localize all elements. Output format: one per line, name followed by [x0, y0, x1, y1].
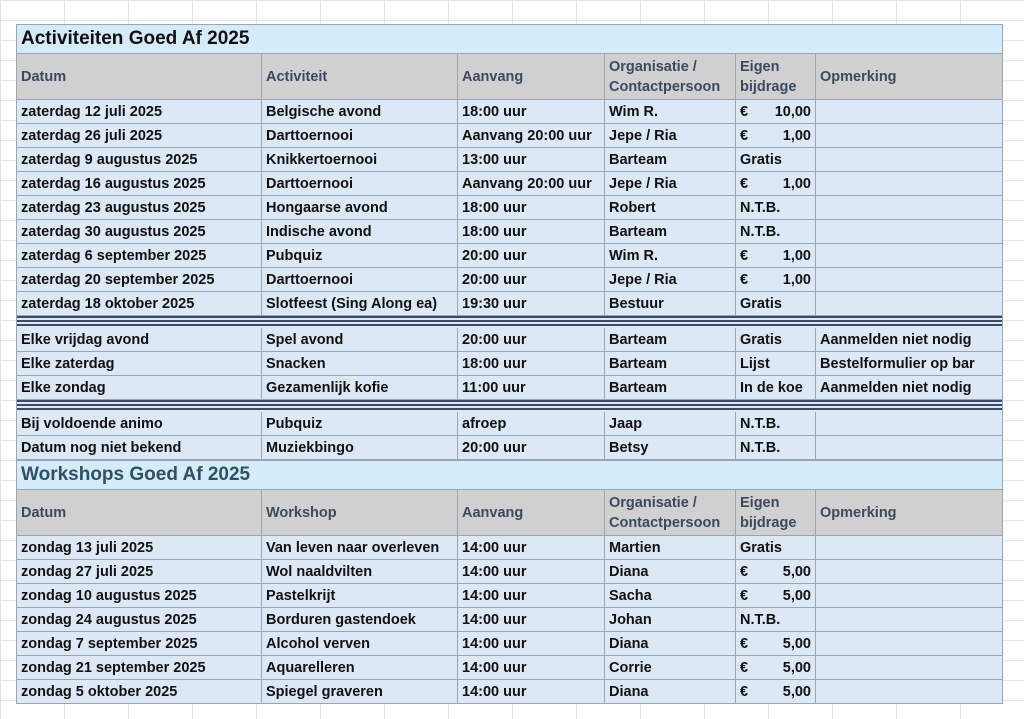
activities-rows [16, 100, 1003, 316]
cell-organisatie[interactable]: Robert [605, 196, 736, 219]
currency-symbol: € [740, 103, 749, 120]
cell-aanvang[interactable]: afroep [458, 412, 605, 435]
cell-aanvang[interactable]: 14:00 uur [458, 680, 605, 703]
cell-organisatie[interactable]: Barteam [605, 148, 736, 171]
cell-opmerking[interactable] [816, 680, 1003, 703]
cell-bijdrage[interactable]: Lijst [736, 352, 816, 375]
cell-bijdrage[interactable]: Gratis [736, 148, 816, 171]
amount-value: 5,00 [782, 659, 811, 676]
table-row [16, 536, 1003, 560]
cell-activity[interactable]: Gezamenlijk kofie [262, 376, 458, 399]
cell-aanvang[interactable]: 18:00 uur [458, 352, 605, 375]
cell-organisatie[interactable]: Diana [605, 680, 736, 703]
cell-datum[interactable]: zondag 27 juli 2025 [16, 560, 262, 583]
header-aanvang[interactable]: Aanvang [458, 54, 605, 99]
cell-datum[interactable]: zondag 21 september 2025 [16, 656, 262, 679]
cell-opmerking[interactable] [816, 124, 1003, 147]
cell-bijdrage[interactable]: N.T.B. [736, 608, 816, 631]
cell-datum[interactable]: zondag 24 augustus 2025 [16, 608, 262, 631]
cell-activity[interactable]: Slotfeest (Sing Along ea) [262, 292, 458, 315]
cell-activity[interactable]: Spel avond [262, 328, 458, 351]
currency-symbol: € [740, 127, 749, 144]
cell-bijdrage[interactable] [736, 124, 816, 147]
currency-symbol: € [740, 683, 749, 700]
cell-bijdrage[interactable] [736, 172, 816, 195]
cell-opmerking[interactable] [816, 536, 1003, 559]
cell-datum[interactable]: Elke zaterdag [16, 352, 262, 375]
cell-opmerking[interactable] [816, 292, 1003, 315]
activities-header-row [16, 54, 1003, 100]
cell-activity[interactable]: Pubquiz [262, 244, 458, 267]
cell-datum[interactable]: zaterdag 16 augustus 2025 [16, 172, 262, 195]
amount-value: 1,00 [782, 247, 811, 264]
cell-aanvang[interactable]: 18:00 uur [458, 196, 605, 219]
cell-organisatie[interactable]: Barteam [605, 352, 736, 375]
cell-opmerking[interactable] [816, 172, 1003, 195]
amount-value: 5,00 [782, 563, 811, 580]
cell-aanvang[interactable]: 20:00 uur [458, 244, 605, 267]
header-organisatie-line1: Organisatie / [609, 58, 697, 75]
cell-bijdrage[interactable] [736, 584, 816, 607]
cell-datum[interactable]: Datum nog niet bekend [16, 436, 262, 459]
cell-bijdrage[interactable]: Gratis [736, 328, 816, 351]
cell-organisatie[interactable]: Wim R. [605, 100, 736, 123]
cell-opmerking[interactable] [816, 100, 1003, 123]
currency-symbol: € [740, 659, 749, 676]
cell-organisatie[interactable]: Betsy [605, 436, 736, 459]
header-opmerking[interactable]: Opmerking [816, 490, 1003, 535]
cell-activity[interactable]: Aquarelleren [262, 656, 458, 679]
amount-value: 10,00 [774, 103, 811, 120]
cell-opmerking[interactable] [816, 220, 1003, 243]
header-datum[interactable]: Datum [16, 54, 262, 99]
header-datum[interactable]: Datum [16, 490, 262, 535]
header-workshop[interactable]: Workshop [262, 490, 458, 535]
header-eigen-line1: Eigen [740, 494, 780, 511]
currency-symbol: € [740, 635, 749, 652]
cell-organisatie[interactable]: Corrie [605, 656, 736, 679]
cell-bijdrage[interactable]: N.T.B. [736, 196, 816, 219]
cell-datum[interactable]: zaterdag 6 september 2025 [16, 244, 262, 267]
cell-organisatie[interactable]: Barteam [605, 328, 736, 351]
cell-bijdrage[interactable] [736, 244, 816, 267]
cell-datum[interactable]: zaterdag 23 augustus 2025 [16, 196, 262, 219]
cell-opmerking[interactable] [816, 412, 1003, 435]
header-opmerking[interactable]: Opmerking [816, 54, 1003, 99]
cell-aanvang[interactable]: 11:00 uur [458, 376, 605, 399]
cell-aanvang[interactable]: 14:00 uur [458, 608, 605, 631]
cell-aanvang[interactable]: 14:00 uur [458, 560, 605, 583]
table-row [16, 124, 1003, 148]
cell-organisatie[interactable]: Sacha [605, 584, 736, 607]
cell-activity[interactable]: Van leven naar overleven [262, 536, 458, 559]
amount-value: 1,00 [782, 127, 811, 144]
cell-bijdrage[interactable]: N.T.B. [736, 220, 816, 243]
amount-value: 1,00 [782, 271, 811, 288]
table-row [16, 292, 1003, 316]
cell-organisatie[interactable]: Jepe / Ria [605, 172, 736, 195]
cell-activity[interactable]: Pastelkrijt [262, 584, 458, 607]
cell-opmerking[interactable] [816, 656, 1003, 679]
cell-aanvang[interactable]: 20:00 uur [458, 268, 605, 291]
table-row [16, 632, 1003, 656]
section-separator [16, 316, 1003, 328]
cell-datum[interactable]: zondag 7 september 2025 [16, 632, 262, 655]
table-row [16, 328, 1003, 352]
currency-symbol: € [740, 271, 749, 288]
cell-organisatie[interactable]: Jaap [605, 412, 736, 435]
header-eigen-bijdrage[interactable] [736, 490, 816, 535]
cell-bijdrage[interactable]: N.T.B. [736, 436, 816, 459]
cell-aanvang[interactable]: 13:00 uur [458, 148, 605, 171]
currency-symbol: € [740, 175, 749, 192]
header-activiteit[interactable]: Activiteit [262, 54, 458, 99]
cell-opmerking[interactable]: Aanmelden niet nodig [816, 376, 1003, 399]
cell-aanvang[interactable]: 14:00 uur [458, 584, 605, 607]
cell-aanvang[interactable]: Aanvang 20:00 uur [458, 172, 605, 195]
table-row [16, 148, 1003, 172]
cell-organisatie[interactable]: Diana [605, 632, 736, 655]
cell-opmerking[interactable] [816, 268, 1003, 291]
header-organisatie[interactable] [605, 490, 736, 535]
cell-datum[interactable]: zaterdag 18 oktober 2025 [16, 292, 262, 315]
cell-activity[interactable]: Indische avond [262, 220, 458, 243]
cell-opmerking[interactable]: Aanmelden niet nodig [816, 328, 1003, 351]
header-organisatie-line1: Organisatie / [609, 494, 697, 511]
cell-organisatie[interactable]: Barteam [605, 220, 736, 243]
amount-value: 1,00 [782, 175, 811, 192]
cell-activity[interactable]: Darttoernooi [262, 172, 458, 195]
table-row [16, 680, 1003, 704]
table-row [16, 172, 1003, 196]
table-row [16, 412, 1003, 436]
table-row [16, 268, 1003, 292]
cell-datum[interactable]: zondag 5 oktober 2025 [16, 680, 262, 703]
table-row [16, 196, 1003, 220]
table-row [16, 436, 1003, 460]
cell-datum[interactable]: Elke zondag [16, 376, 262, 399]
header-aanvang[interactable]: Aanvang [458, 490, 605, 535]
workshops-title[interactable]: Workshops Goed Af 2025 [16, 460, 1003, 490]
cell-aanvang[interactable]: 20:00 uur [458, 328, 605, 351]
cell-bijdrage[interactable] [736, 268, 816, 291]
header-eigen-line2: bijdrage [740, 514, 797, 531]
cell-organisatie[interactable]: Bestuur [605, 292, 736, 315]
cell-activity[interactable]: Wol naaldvilten [262, 560, 458, 583]
cell-bijdrage[interactable]: Gratis [736, 292, 816, 315]
cell-activity[interactable]: Alcohol verven [262, 632, 458, 655]
cell-aanvang[interactable]: 14:00 uur [458, 656, 605, 679]
other-rows [16, 412, 1003, 460]
section-separator [16, 400, 1003, 412]
workshops-rows [16, 536, 1003, 704]
cell-datum[interactable]: zondag 13 juli 2025 [16, 536, 262, 559]
table-row [16, 608, 1003, 632]
table-row [16, 560, 1003, 584]
spreadsheet [16, 24, 1003, 704]
header-organisatie-line2: Contactpersoon [609, 78, 721, 95]
currency-symbol: € [740, 247, 749, 264]
cell-aanvang[interactable]: 19:30 uur [458, 292, 605, 315]
cell-opmerking[interactable] [816, 632, 1003, 655]
cell-bijdrage[interactable]: Gratis [736, 536, 816, 559]
table-row [16, 656, 1003, 680]
cell-bijdrage[interactable]: In de koe [736, 376, 816, 399]
cell-opmerking[interactable]: Bestelformulier op bar [816, 352, 1003, 375]
cell-organisatie[interactable]: Jepe / Ria [605, 268, 736, 291]
table-row [16, 244, 1003, 268]
weekly-rows [16, 328, 1003, 400]
cell-organisatie[interactable]: Wim R. [605, 244, 736, 267]
header-organisatie-line2: Contactpersoon [609, 514, 721, 531]
cell-aanvang[interactable]: Aanvang 20:00 uur [458, 124, 605, 147]
header-eigen-bijdrage[interactable] [736, 54, 816, 99]
cell-aanvang[interactable]: 20:00 uur [458, 436, 605, 459]
cell-organisatie[interactable]: Jepe / Ria [605, 124, 736, 147]
cell-bijdrage[interactable] [736, 560, 816, 583]
cell-datum[interactable]: Elke vrijdag avond [16, 328, 262, 351]
table-row [16, 376, 1003, 400]
cell-activity[interactable]: Darttoernooi [262, 124, 458, 147]
cell-opmerking[interactable] [816, 436, 1003, 459]
cell-organisatie[interactable]: Martien [605, 536, 736, 559]
cell-organisatie[interactable]: Barteam [605, 376, 736, 399]
cell-opmerking[interactable] [816, 148, 1003, 171]
currency-symbol: € [740, 587, 749, 604]
cell-datum[interactable]: Bij voldoende animo [16, 412, 262, 435]
header-eigen-line2: bijdrage [740, 78, 797, 95]
cell-datum[interactable]: zaterdag 20 september 2025 [16, 268, 262, 291]
cell-activity[interactable]: Snacken [262, 352, 458, 375]
cell-bijdrage[interactable] [736, 656, 816, 679]
cell-opmerking[interactable] [816, 560, 1003, 583]
amount-value: 5,00 [782, 587, 811, 604]
cell-opmerking[interactable] [816, 608, 1003, 631]
cell-activity[interactable]: Hongaarse avond [262, 196, 458, 219]
cell-aanvang[interactable]: 18:00 uur [458, 100, 605, 123]
cell-organisatie[interactable]: Johan [605, 608, 736, 631]
cell-aanvang[interactable]: 14:00 uur [458, 536, 605, 559]
amount-value: 5,00 [782, 683, 811, 700]
cell-bijdrage[interactable] [736, 632, 816, 655]
cell-activity[interactable]: Borduren gastendoek [262, 608, 458, 631]
cell-bijdrage[interactable] [736, 100, 816, 123]
cell-datum[interactable]: zondag 10 augustus 2025 [16, 584, 262, 607]
cell-organisatie[interactable]: Diana [605, 560, 736, 583]
cell-datum[interactable]: zaterdag 9 augustus 2025 [16, 148, 262, 171]
cell-datum[interactable]: zaterdag 26 juli 2025 [16, 124, 262, 147]
cell-activity[interactable]: Knikkertoernooi [262, 148, 458, 171]
cell-bijdrage[interactable]: N.T.B. [736, 412, 816, 435]
currency-symbol: € [740, 563, 749, 580]
cell-activity[interactable]: Pubquiz [262, 412, 458, 435]
cell-datum[interactable]: zaterdag 30 augustus 2025 [16, 220, 262, 243]
cell-aanvang[interactable]: 18:00 uur [458, 220, 605, 243]
cell-aanvang[interactable]: 14:00 uur [458, 632, 605, 655]
cell-opmerking[interactable] [816, 244, 1003, 267]
header-organisatie[interactable] [605, 54, 736, 99]
amount-value: 5,00 [782, 635, 811, 652]
table-row [16, 352, 1003, 376]
header-eigen-line1: Eigen [740, 58, 780, 75]
cell-opmerking[interactable] [816, 196, 1003, 219]
table-row [16, 220, 1003, 244]
cell-activity[interactable]: Muziekbingo [262, 436, 458, 459]
cell-activity[interactable]: Darttoernooi [262, 268, 458, 291]
cell-datum[interactable]: zaterdag 12 juli 2025 [16, 100, 262, 123]
table-row [16, 584, 1003, 608]
cell-opmerking[interactable] [816, 584, 1003, 607]
workshops-header-row [16, 490, 1003, 536]
cell-bijdrage[interactable] [736, 680, 816, 703]
cell-activity[interactable]: Spiegel graveren [262, 680, 458, 703]
table-row [16, 100, 1003, 124]
cell-activity[interactable]: Belgische avond [262, 100, 458, 123]
activities-title[interactable]: Activiteiten Goed Af 2025 [16, 24, 1003, 54]
